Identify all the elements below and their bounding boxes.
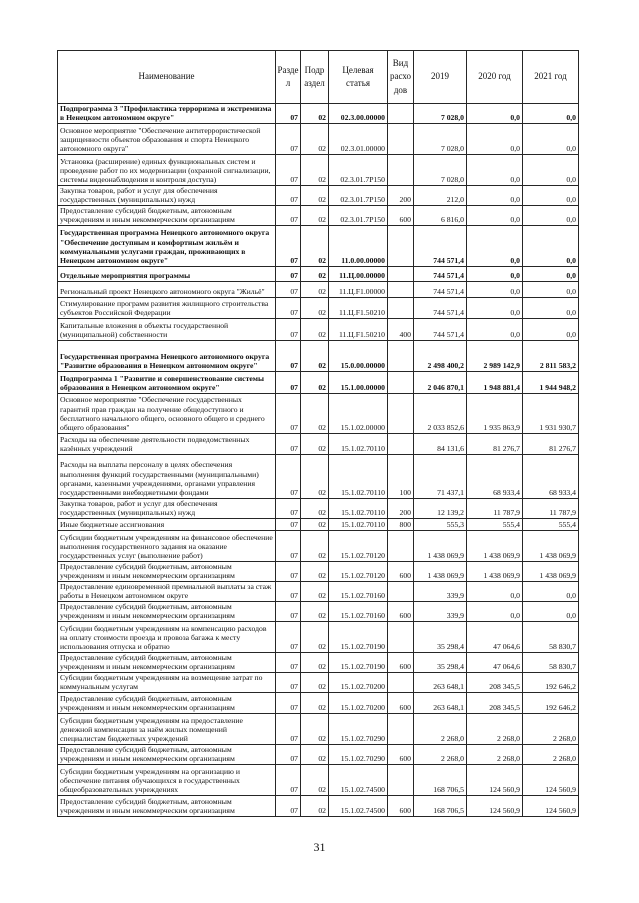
cell-value-2019: 263 648,1 <box>414 692 467 713</box>
cell-value-2021: 555,4 <box>523 518 579 530</box>
cell-section: 07 <box>276 454 301 498</box>
table-row <box>58 672 579 692</box>
cell-value-2019: 263 648,1 <box>414 672 467 692</box>
cell-expense-type <box>388 764 414 795</box>
cell-target-article: 11.Ц.F1.50210 <box>329 297 388 318</box>
cell-value-2021: 192 646,2 <box>523 692 579 713</box>
cell-target-article: 15.1.02.70200 <box>329 692 388 713</box>
cell-value-2021: 68 933,4 <box>523 454 579 498</box>
page-number: 31 <box>313 840 326 854</box>
cell-value-2020: 2 989 142,9 <box>467 340 523 371</box>
cell-value-2020: 81 276,7 <box>467 433 523 454</box>
cell-target-article: 15.1.02.70200 <box>329 672 388 692</box>
header-name: Наименование <box>58 51 276 104</box>
cell-target-article: 15.1.02.70110 <box>329 433 388 454</box>
cell-target-article: 15.1.02.70290 <box>329 744 388 764</box>
cell-value-2019: 6 816,0 <box>414 205 467 225</box>
table-row <box>58 318 579 340</box>
cell-section: 07 <box>276 123 301 154</box>
cell-expense-type <box>388 672 414 692</box>
cell-value-2020: 1 438 069,9 <box>467 561 523 581</box>
budget-table <box>57 50 579 817</box>
cell-value-2021: 1 931 930,7 <box>523 393 579 433</box>
cell-value-2019: 2 268,0 <box>414 744 467 764</box>
table-row <box>58 518 579 530</box>
cell-value-2019: 35 298,4 <box>414 621 467 652</box>
cell-section: 07 <box>276 371 301 393</box>
cell-expense-type <box>388 123 414 154</box>
cell-section: 07 <box>276 205 301 225</box>
cell-section: 07 <box>276 561 301 581</box>
cell-value-2019: 7 028,0 <box>414 104 467 124</box>
cell-value-2021: 0,0 <box>523 185 579 205</box>
cell-expense-type: 600 <box>388 205 414 225</box>
cell-section: 07 <box>276 518 301 530</box>
cell-value-2019: 744 571,4 <box>414 281 467 297</box>
cell-expense-type <box>388 266 414 281</box>
cell-target-article: 02.3.01.7P150 <box>329 154 388 185</box>
cell-target-article: 15.1.02.70160 <box>329 581 388 601</box>
cell-section: 07 <box>276 154 301 185</box>
cell-name: Основное мероприятие "Обеспечение антитеррористической защищенности объектов образования и спорта Ненецкого автономного округа" <box>58 123 276 154</box>
cell-section: 07 <box>276 340 301 371</box>
cell-value-2020: 555,4 <box>467 518 523 530</box>
cell-subsection: 02 <box>301 281 329 297</box>
cell-value-2021: 2 268,0 <box>523 744 579 764</box>
table-row <box>58 371 579 393</box>
cell-target-article: 15.1.02.70160 <box>329 601 388 621</box>
cell-name: Предоставление субсидий бюджетным, автономным учреждениям и иным некоммерческим организациям <box>58 795 276 816</box>
header-year-2020: 2020 год <box>467 51 523 104</box>
cell-value-2019: 2 046 870,1 <box>414 371 467 393</box>
cell-value-2021: 0,0 <box>523 154 579 185</box>
cell-expense-type <box>388 393 414 433</box>
cell-subsection: 02 <box>301 498 329 518</box>
cell-value-2019: 168 706,5 <box>414 764 467 795</box>
cell-target-article: 15.1.02.74500 <box>329 795 388 816</box>
cell-subsection: 02 <box>301 340 329 371</box>
cell-value-2019: 2 033 852,6 <box>414 393 467 433</box>
cell-target-article: 02.3.01.7P150 <box>329 205 388 225</box>
cell-name: Стимулирование программ развития жилищного строительства субъектов Российской Федерации <box>58 297 276 318</box>
cell-name: Капитальные вложения в объекты государственной (муниципальной) собственности <box>58 318 276 340</box>
cell-subsection: 02 <box>301 581 329 601</box>
cell-subsection: 02 <box>301 393 329 433</box>
cell-value-2021: 0,0 <box>523 318 579 340</box>
cell-value-2020: 1 935 863,9 <box>467 393 523 433</box>
cell-value-2019: 84 131,6 <box>414 433 467 454</box>
cell-expense-type <box>388 581 414 601</box>
cell-expense-type <box>388 281 414 297</box>
cell-expense-type: 600 <box>388 692 414 713</box>
cell-value-2020: 47 064,6 <box>467 652 523 672</box>
cell-value-2021: 0,0 <box>523 281 579 297</box>
cell-subsection: 02 <box>301 154 329 185</box>
cell-value-2020: 0,0 <box>467 297 523 318</box>
cell-value-2021: 0,0 <box>523 104 579 124</box>
cell-value-2021: 192 646,2 <box>523 672 579 692</box>
cell-value-2020: 124 560,9 <box>467 795 523 816</box>
table-row <box>58 652 579 672</box>
cell-expense-type: 200 <box>388 498 414 518</box>
cell-value-2019: 744 571,4 <box>414 318 467 340</box>
table-row <box>58 795 579 816</box>
cell-name: Предоставление субсидий бюджетным, автономным учреждениям и иным некоммерческим организациям <box>58 652 276 672</box>
cell-name: Субсидии бюджетным учреждениям на организацию и обеспечение питания обучающихся в государственных общеобразовательных учреждениях <box>58 764 276 795</box>
cell-name: Субсидии бюджетным учреждениям на финансовое обеспечение выполнения государственного задания на оказание государственных услуг (выполнение работ) <box>58 530 276 561</box>
cell-value-2021: 0,0 <box>523 297 579 318</box>
cell-subsection: 02 <box>301 266 329 281</box>
cell-value-2020: 2 268,0 <box>467 713 523 744</box>
cell-subsection: 02 <box>301 297 329 318</box>
cell-name: Государственная программа Ненецкого автономного округа "Развитие образования в Ненецком автономном округе" <box>58 340 276 371</box>
table-row <box>58 281 579 297</box>
table-row <box>58 104 579 124</box>
cell-value-2021: 1 944 948,2 <box>523 371 579 393</box>
table-row <box>58 225 579 266</box>
cell-subsection: 02 <box>301 764 329 795</box>
cell-expense-type: 800 <box>388 518 414 530</box>
cell-subsection: 02 <box>301 672 329 692</box>
cell-target-article: 11.Ц.00.00000 <box>329 266 388 281</box>
cell-subsection: 02 <box>301 454 329 498</box>
table-body <box>58 104 579 817</box>
cell-value-2020: 0,0 <box>467 154 523 185</box>
cell-name: Предоставление субсидий бюджетным, автономным учреждениям и иным некоммерческим организациям <box>58 601 276 621</box>
cell-value-2020: 208 345,5 <box>467 692 523 713</box>
cell-expense-type <box>388 225 414 266</box>
cell-value-2019: 744 571,4 <box>414 266 467 281</box>
cell-subsection: 02 <box>301 104 329 124</box>
cell-target-article: 11.0.00.00000 <box>329 225 388 266</box>
header-section: Раздел <box>276 51 301 104</box>
cell-target-article: 15.1.02.70190 <box>329 621 388 652</box>
cell-expense-type: 600 <box>388 744 414 764</box>
cell-value-2020: 11 787,9 <box>467 498 523 518</box>
cell-section: 07 <box>276 581 301 601</box>
cell-section: 07 <box>276 104 301 124</box>
cell-subsection: 02 <box>301 205 329 225</box>
cell-value-2020: 0,0 <box>467 318 523 340</box>
cell-expense-type: 600 <box>388 795 414 816</box>
cell-target-article: 15.1.02.70190 <box>329 652 388 672</box>
cell-value-2019: 35 298,4 <box>414 652 467 672</box>
cell-value-2020: 0,0 <box>467 185 523 205</box>
cell-name: Иные бюджетные ассигнования <box>58 518 276 530</box>
cell-expense-type <box>388 154 414 185</box>
cell-name: Подпрограмма 3 "Профилактика терроризма и экстремизма в Ненецком автономном округе" <box>58 104 276 124</box>
cell-value-2019: 168 706,5 <box>414 795 467 816</box>
cell-section: 07 <box>276 601 301 621</box>
cell-subsection: 02 <box>301 518 329 530</box>
table-row <box>58 498 579 518</box>
cell-subsection: 02 <box>301 433 329 454</box>
table-row <box>58 713 579 744</box>
table-row <box>58 581 579 601</box>
table-row <box>58 297 579 318</box>
table-row <box>58 530 579 561</box>
cell-value-2020: 208 345,5 <box>467 672 523 692</box>
cell-subsection: 02 <box>301 621 329 652</box>
cell-target-article: 11.Ц.F1.00000 <box>329 281 388 297</box>
cell-value-2021: 0,0 <box>523 601 579 621</box>
cell-target-article: 15.1.02.70120 <box>329 530 388 561</box>
cell-value-2020: 2 268,0 <box>467 744 523 764</box>
cell-value-2021: 0,0 <box>523 123 579 154</box>
cell-expense-type <box>388 713 414 744</box>
cell-section: 07 <box>276 266 301 281</box>
cell-name: Расходы на выплаты персоналу в целях обеспечения выполнения функций государственными (муниципальными) органами, казенными учреждениями, органами управления государственными внебюджетными фондами <box>58 454 276 498</box>
table-row <box>58 205 579 225</box>
cell-target-article: 15.1.02.70110 <box>329 454 388 498</box>
cell-name: Субсидии бюджетным учреждениям на компенсацию расходов на оплату стоимости проезда и провоза багажа к месту использования отпуска и обратно <box>58 621 276 652</box>
header-expense-type: Вид расходов <box>388 51 414 104</box>
cell-subsection: 02 <box>301 795 329 816</box>
cell-section: 07 <box>276 297 301 318</box>
cell-value-2019: 1 438 069,9 <box>414 561 467 581</box>
cell-subsection: 02 <box>301 318 329 340</box>
header-year-2021: 2021 год <box>523 51 579 104</box>
cell-target-article: 15.1.02.00000 <box>329 393 388 433</box>
cell-target-article: 11.Ц.F1.50210 <box>329 318 388 340</box>
table-row <box>58 621 579 652</box>
cell-subsection: 02 <box>301 185 329 205</box>
cell-value-2019: 12 139,2 <box>414 498 467 518</box>
cell-value-2019: 744 571,4 <box>414 225 467 266</box>
cell-value-2021: 0,0 <box>523 205 579 225</box>
cell-expense-type: 400 <box>388 318 414 340</box>
cell-expense-type: 600 <box>388 652 414 672</box>
cell-target-article: 15.1.02.70290 <box>329 713 388 744</box>
cell-section: 07 <box>276 672 301 692</box>
cell-value-2020: 1 948 881,4 <box>467 371 523 393</box>
cell-value-2020: 0,0 <box>467 266 523 281</box>
cell-section: 07 <box>276 692 301 713</box>
cell-value-2020: 0,0 <box>467 581 523 601</box>
table-row <box>58 744 579 764</box>
cell-value-2021: 0,0 <box>523 266 579 281</box>
cell-target-article: 02.3.01.7P150 <box>329 185 388 205</box>
cell-value-2020: 0,0 <box>467 205 523 225</box>
table-row <box>58 154 579 185</box>
cell-value-2021: 11 787,9 <box>523 498 579 518</box>
cell-value-2020: 0,0 <box>467 281 523 297</box>
header-year-2019: 2019 <box>414 51 467 104</box>
cell-name: Субсидии бюджетным учреждениям на предоставление денежной компенсации за наём жилых помещений специалистам бюджетных учреждений <box>58 713 276 744</box>
cell-section: 07 <box>276 795 301 816</box>
cell-subsection: 02 <box>301 652 329 672</box>
table-row <box>58 561 579 581</box>
cell-name: Предоставление субсидий бюджетным, автономным учреждениям и иным некоммерческим организациям <box>58 692 276 713</box>
cell-value-2020: 0,0 <box>467 601 523 621</box>
table-header-row <box>58 51 579 104</box>
cell-name: Предоставление субсидий бюджетным, автономным учреждениям и иным некоммерческим организациям <box>58 561 276 581</box>
cell-value-2021: 1 438 069,9 <box>523 530 579 561</box>
cell-value-2020: 47 064,6 <box>467 621 523 652</box>
cell-name: Основное мероприятие "Обеспечение государственных гарантий прав граждан на получение общедоступного и бесплатного начального общего, основного общего и среднего общего образования" <box>58 393 276 433</box>
cell-value-2020: 1 438 069,9 <box>467 530 523 561</box>
cell-subsection: 02 <box>301 713 329 744</box>
cell-name: Установка (расширение) единых функциональных систем и проведение работ по их модернизации (охранной сигнализации, системы видеонаблюдения и контроля доступа) <box>58 154 276 185</box>
cell-name: Региональный проект Ненецкого автономного округа "Жильё" <box>58 281 276 297</box>
cell-value-2021: 0,0 <box>523 225 579 266</box>
cell-value-2021: 124 560,9 <box>523 764 579 795</box>
cell-expense-type <box>388 433 414 454</box>
cell-value-2019: 555,3 <box>414 518 467 530</box>
cell-value-2019: 339,9 <box>414 581 467 601</box>
cell-value-2021: 81 276,7 <box>523 433 579 454</box>
cell-subsection: 02 <box>301 371 329 393</box>
table-row <box>58 393 579 433</box>
cell-section: 07 <box>276 713 301 744</box>
cell-value-2020: 124 560,9 <box>467 764 523 795</box>
cell-expense-type <box>388 340 414 371</box>
cell-name: Расходы на обеспечение деятельности подведомственных казённых учреждений <box>58 433 276 454</box>
cell-value-2019: 2 498 400,2 <box>414 340 467 371</box>
cell-name: Подпрограмма 1 "Развитие и совершенствование системы образования в Ненецком автономном округе" <box>58 371 276 393</box>
cell-subsection: 02 <box>301 692 329 713</box>
cell-value-2021: 1 438 069,9 <box>523 561 579 581</box>
table-row <box>58 123 579 154</box>
cell-subsection: 02 <box>301 530 329 561</box>
header-subsection: Подраздел <box>301 51 329 104</box>
cell-value-2021: 58 830,7 <box>523 621 579 652</box>
cell-value-2020: 0,0 <box>467 225 523 266</box>
cell-value-2019: 2 268,0 <box>414 713 467 744</box>
table-row <box>58 601 579 621</box>
cell-subsection: 02 <box>301 744 329 764</box>
cell-name: Закупка товаров, работ и услуг для обеспечения государственных (муниципальных) нужд <box>58 185 276 205</box>
cell-section: 07 <box>276 433 301 454</box>
cell-value-2019: 339,9 <box>414 601 467 621</box>
cell-target-article: 15.1.00.00000 <box>329 371 388 393</box>
cell-expense-type <box>388 104 414 124</box>
cell-subsection: 02 <box>301 225 329 266</box>
table-row <box>58 185 579 205</box>
cell-value-2019: 744 571,4 <box>414 297 467 318</box>
cell-section: 07 <box>276 393 301 433</box>
cell-expense-type: 600 <box>388 601 414 621</box>
table-row <box>58 454 579 498</box>
cell-section: 07 <box>276 744 301 764</box>
table-row <box>58 340 579 371</box>
cell-section: 07 <box>276 185 301 205</box>
cell-value-2019: 7 028,0 <box>414 154 467 185</box>
cell-value-2021: 2 811 583,2 <box>523 340 579 371</box>
cell-value-2021: 0,0 <box>523 581 579 601</box>
cell-subsection: 02 <box>301 561 329 581</box>
table-row <box>58 692 579 713</box>
cell-value-2020: 0,0 <box>467 104 523 124</box>
cell-target-article: 15.1.02.70110 <box>329 498 388 518</box>
cell-value-2021: 2 268,0 <box>523 713 579 744</box>
cell-name: Предоставление единовременной премиальной выплаты за стаж работы в Ненецком автономном округе <box>58 581 276 601</box>
cell-value-2020: 0,0 <box>467 123 523 154</box>
cell-target-article: 15.1.02.70120 <box>329 561 388 581</box>
cell-target-article: 15.0.00.00000 <box>329 340 388 371</box>
cell-value-2019: 7 028,0 <box>414 123 467 154</box>
cell-expense-type: 600 <box>388 561 414 581</box>
cell-name: Государственная программа Ненецкого автономного округа "Обеспечение доступным и комфортным жильём и коммунальными услугами граждан, проживающих в Ненецком автономном округе" <box>58 225 276 266</box>
cell-section: 07 <box>276 281 301 297</box>
cell-section: 07 <box>276 652 301 672</box>
cell-expense-type <box>388 371 414 393</box>
cell-expense-type <box>388 621 414 652</box>
cell-section: 07 <box>276 764 301 795</box>
cell-subsection: 02 <box>301 123 329 154</box>
cell-target-article: 02.3.01.00000 <box>329 123 388 154</box>
cell-section: 07 <box>276 621 301 652</box>
cell-section: 07 <box>276 225 301 266</box>
table-row <box>58 266 579 281</box>
cell-target-article: 15.1.02.74500 <box>329 764 388 795</box>
cell-target-article: 15.1.02.70110 <box>329 518 388 530</box>
cell-value-2021: 58 830,7 <box>523 652 579 672</box>
cell-value-2021: 124 560,9 <box>523 795 579 816</box>
cell-section: 07 <box>276 498 301 518</box>
header-target-article: Целевая статья <box>329 51 388 104</box>
cell-value-2019: 1 438 069,9 <box>414 530 467 561</box>
cell-expense-type <box>388 530 414 561</box>
cell-target-article: 02.3.00.00000 <box>329 104 388 124</box>
cell-name: Отдельные мероприятия программы <box>58 266 276 281</box>
cell-section: 07 <box>276 318 301 340</box>
cell-value-2020: 68 933,4 <box>467 454 523 498</box>
cell-name: Субсидии бюджетным учреждениям на возмещение затрат по коммунальным услугам <box>58 672 276 692</box>
cell-expense-type: 100 <box>388 454 414 498</box>
cell-value-2019: 71 437,1 <box>414 454 467 498</box>
cell-value-2019: 212,0 <box>414 185 467 205</box>
cell-name: Предоставление субсидий бюджетным, автономным учреждениям и иным некоммерческим организациям <box>58 205 276 225</box>
table-row <box>58 764 579 795</box>
cell-subsection: 02 <box>301 601 329 621</box>
table-row <box>58 433 579 454</box>
cell-expense-type <box>388 297 414 318</box>
cell-section: 07 <box>276 530 301 561</box>
cell-name: Предоставление субсидий бюджетным, автономным учреждениям и иным некоммерческим организациям <box>58 744 276 764</box>
cell-expense-type: 200 <box>388 185 414 205</box>
cell-name: Закупка товаров, работ и услуг для обеспечения государственных (муниципальных) нужд <box>58 498 276 518</box>
